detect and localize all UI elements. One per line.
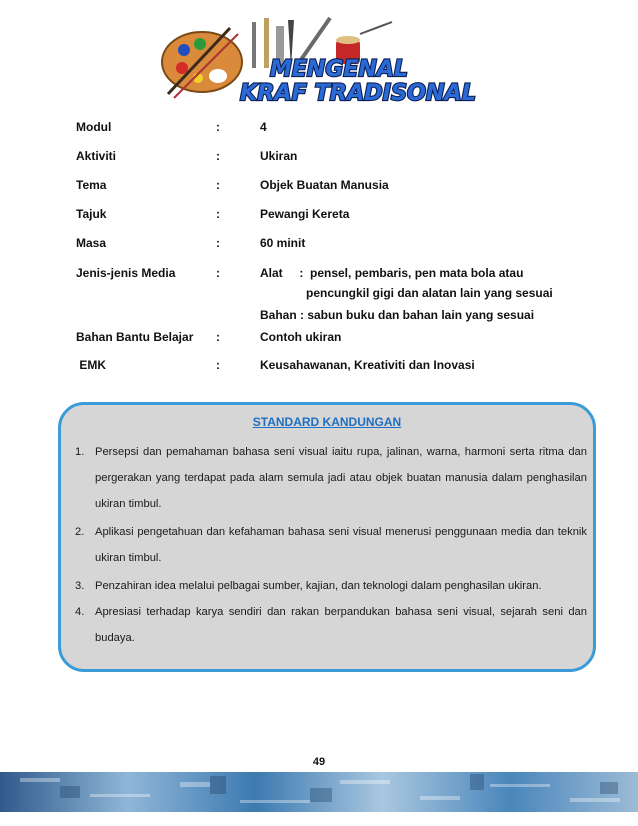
footer-decorative-band xyxy=(0,772,638,812)
standard-item xyxy=(75,519,587,571)
info-row-modul xyxy=(76,120,596,136)
info-row-masa xyxy=(76,236,596,252)
info-label: Bahan Bantu Belajar xyxy=(76,330,194,344)
page-number: 49 xyxy=(312,756,326,768)
info-label: Masa xyxy=(76,236,107,250)
info-colon: : xyxy=(216,236,220,250)
standard-item-text: Penzahiran idea melalui pelbagai sumber, kajian, dan teknologi dalam penghasilan ukiran. xyxy=(95,580,542,592)
info-value: Objek Buatan Manusia xyxy=(260,178,389,192)
info-label: Aktiviti xyxy=(76,149,117,163)
info-colon: : xyxy=(216,207,220,221)
logo-text-line1: MENGENAL xyxy=(270,57,408,82)
standard-item-number: 4. xyxy=(75,606,85,618)
info-value: Contoh ukiran xyxy=(260,330,342,344)
info-label: Modul xyxy=(76,120,112,134)
standard-item-number: 2. xyxy=(75,526,85,538)
standard-item xyxy=(75,439,587,517)
palette-icon xyxy=(162,28,242,98)
info-colon: : xyxy=(216,149,220,163)
info-label: Tema xyxy=(76,178,107,192)
media-alat-line-cont: pencungkil gigi dan alatan lain yang sesuai xyxy=(306,286,553,300)
info-value: Pewangi Kereta xyxy=(260,207,350,221)
info-value: 60 minit xyxy=(260,236,306,250)
standard-item xyxy=(75,599,587,651)
info-row-aktiviti xyxy=(76,149,596,165)
standard-kandungan-box xyxy=(58,402,596,672)
standard-item-text: Aplikasi pengetahuan dan kefahaman bahasa seni visual menerusi penggunaan media dan teknik ukiran timbul. xyxy=(95,526,587,564)
info-label: Tajuk xyxy=(76,207,107,221)
info-value: Keusahawanan, Kreativiti dan Inovasi xyxy=(260,358,475,372)
media-alat-line: Alat : pensel, pembaris, pen mata bola atau xyxy=(260,266,524,280)
info-row-tema xyxy=(76,178,596,194)
info-colon: : xyxy=(216,178,220,192)
info-colon: : xyxy=(216,358,220,372)
media-bahan-line: Bahan : sabun buku dan bahan lain yang sesuai xyxy=(260,308,535,322)
kraf-logo xyxy=(160,14,478,104)
info-label: EMK xyxy=(76,358,106,372)
standard-kandungan-title: STANDARD KANDUNGAN xyxy=(252,415,402,429)
info-row-bbb xyxy=(76,330,596,346)
info-value: 4 xyxy=(260,120,267,134)
logo-text-line2: KRAF TRADISONAL xyxy=(240,81,476,104)
standard-item xyxy=(75,573,587,599)
info-label: Jenis-jenis Media xyxy=(76,266,176,280)
standard-item-number: 1. xyxy=(75,446,85,458)
info-colon: : xyxy=(216,120,220,134)
standard-item-number: 3. xyxy=(75,580,85,592)
info-row-emk xyxy=(76,358,596,374)
standard-item-text: Persepsi dan pemahaman bahasa seni visual iaitu rupa, jalinan, warna, harmoni serta ritma dan pergerakan yang terdapat pada alam semula jadi atau objek buatan manusia dalam penghasilan ukiran timbul. xyxy=(95,446,587,510)
info-row-tajuk xyxy=(76,207,596,223)
info-value: Ukiran xyxy=(260,149,298,163)
info-colon: : xyxy=(216,266,220,280)
info-colon: : xyxy=(216,330,220,344)
standard-item-text: Apresiasi terhadap karya sendiri dan rakan berpandukan bahasa seni visual, sejarah seni dan budaya. xyxy=(95,606,587,644)
